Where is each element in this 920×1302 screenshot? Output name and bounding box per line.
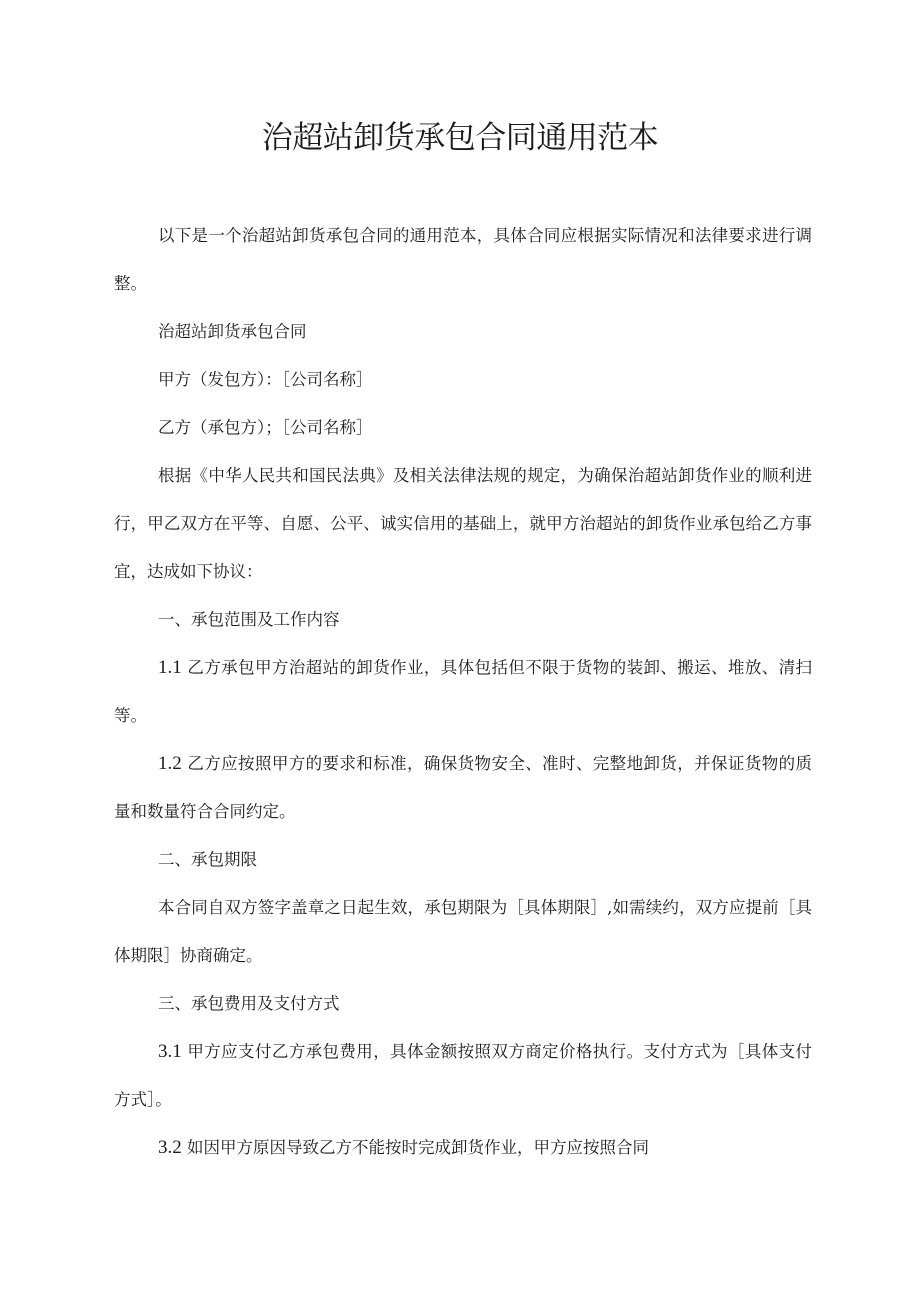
section-heading-2: 二、承包期限 [158,850,257,869]
clause-1-1 [114,644,812,740]
clause-text: 如因甲方原因导致乙方不能按时完成卸货作业，甲方应按照合同 [181,1138,649,1157]
clause-text: 甲方应支付乙方承包费用，具体金额按照双方商定价格执行。支付方式为［具体支付方式］。 [114,1042,812,1109]
paragraph-party-a: 甲方（发包方）：［公司名称］ [158,370,373,389]
clause-3-2 [114,1124,812,1172]
paragraph-party-b: 乙方（承包方）；［公司名称］ [158,418,373,437]
document-body [114,212,812,1172]
paragraph-preamble: 根据《中华人民共和国民法典》及相关法律法规的规定，为确保治超站卸货作业的顺利进行，甲乙双方在平等、自愿、公平、诚实信用的基础上，就甲方治超站的卸货作业承包给乙方事宜，达成如下协议： [114,466,812,581]
clause-3-1 [114,1028,812,1124]
section-heading-3: 三、承包费用及支付方式 [158,994,340,1013]
paragraph-term: 本合同自双方签字盖章之日起生效，承包期限为［具体期限］,如需续约，双方应提前［具体期限］协商确定。 [114,898,812,965]
clause-number: 1.1 [158,657,182,678]
clause-1-2 [114,740,812,836]
clause-number: 1.2 [158,753,182,774]
section-heading-1: 一、承包范围及工作内容 [158,610,340,629]
clause-text: 乙方应按照甲方的要求和标准，确保货物安全、准时、完整地卸货，并保证货物的质量和数量符合合同约定。 [114,754,812,821]
clause-number: 3.1 [158,1041,182,1062]
paragraph-contract-name: 治超站卸货承包合同 [158,322,307,341]
clause-number: 3.2 [158,1137,182,1158]
paragraph-intro: 以下是一个治超站卸货承包合同的通用范本，具体合同应根据实际情况和法律要求进行调整。 [114,226,812,293]
document-title: 治超站卸货承包合同通用范本 [261,120,659,156]
clause-text: 乙方承包甲方治超站的卸货作业，具体包括但不限于货物的装卸、搬运、堆放、清扫等。 [114,658,812,725]
